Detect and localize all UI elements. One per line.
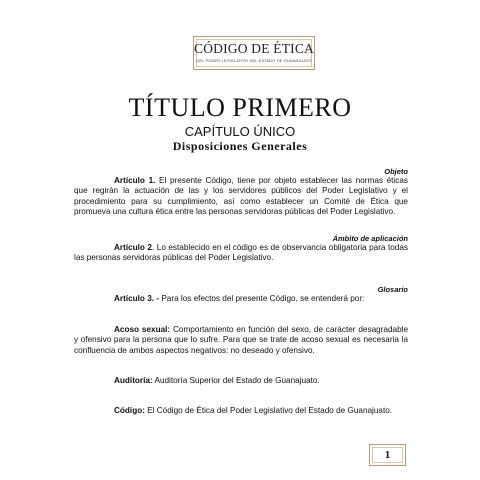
definition-acoso-sexual (74, 325, 408, 356)
definition-text: Auditoría Superior del Estado de Guanajuato. (152, 376, 320, 385)
article-2-number: Artículo 2 (114, 243, 152, 252)
article-1-paragraph (74, 176, 408, 218)
article-3-paragraph (74, 294, 408, 304)
disposiciones-heading: Disposiciones Generales (172, 139, 308, 153)
document-header-box (193, 36, 315, 70)
definition-auditoria (74, 376, 408, 386)
article-2-paragraph (74, 243, 408, 264)
header-title: CÓDIGO DE ÉTICA (194, 41, 314, 56)
article-3-text: Para los efectos del presente Código, se entenderá por: (159, 294, 365, 303)
section-label-glosario: Glosario (377, 285, 408, 294)
article-3-number: Artículo 3. - (114, 294, 160, 303)
section-label-ambito: Ámbito de aplicación (332, 234, 408, 243)
article-1-number: Artículo 1. (114, 176, 156, 185)
section-label-objeto: Objeto (384, 167, 408, 176)
article-2-text: . Lo establecido en el código es de observancia obligatoria para todas las personas servidoras públicas del Poder Legislativo. (74, 243, 409, 263)
header-subtitle: DEL PODER LEGISLATIVO DEL ESTADO DE GUANAJUATO (196, 58, 312, 63)
definition-text: El Código de Ética del Poder Legislativo del Estado de Guanajuato. (144, 406, 393, 415)
titulo-heading: TÍTULO PRIMERO (128, 93, 352, 122)
capitulo-heading: CAPÍTULO ÚNICO (184, 124, 296, 139)
definition-term: Acoso sexual: (114, 325, 171, 334)
definition-term: Código: (114, 406, 145, 415)
definition-term: Auditoría: (114, 376, 153, 385)
article-1-text: El presente Código, tiene por objeto establecer las normas éticas que regirán la actuación de las y los servidores públicos del Poder Legislativo y el procedimiento para su cumplimiento, así como establecer un Comité de Ética que promueva una cultura ética entre las personas servidoras públicas del Poder Legislativo. (74, 176, 408, 217)
page-number-box (369, 444, 406, 466)
definition-text: Comportamiento en función del sexo, de carácter desagradable y ofensivo para la persona que lo sufre. Para que se trate de acoso sexual es necesaria la confluencia de ambos aspectos negativos: no deseado y ofensivo. (74, 325, 409, 355)
page-number: 1 (384, 449, 391, 461)
definition-codigo (74, 406, 408, 416)
